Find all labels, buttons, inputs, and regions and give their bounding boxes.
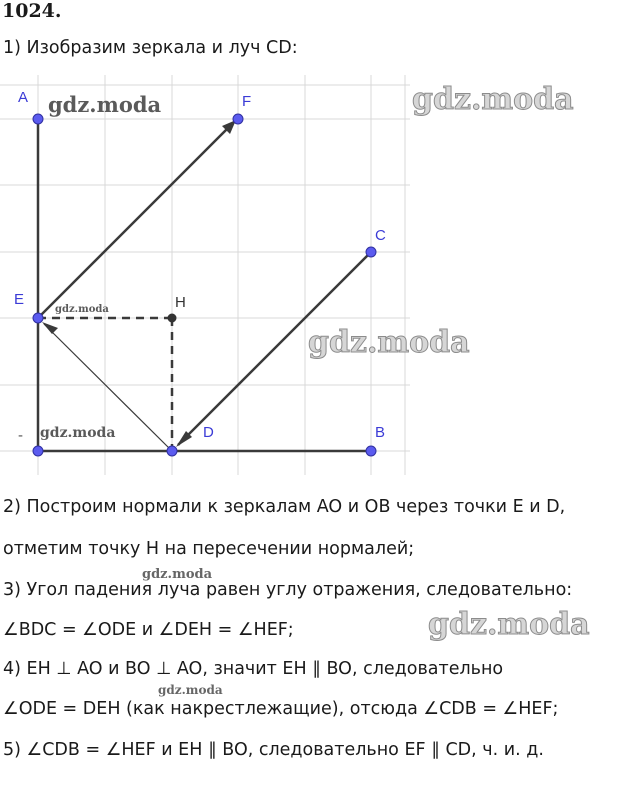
point-a <box>33 114 43 124</box>
point-labels <box>14 89 386 444</box>
label-e: E <box>14 291 25 308</box>
label-c: C <box>375 227 386 244</box>
step-2-line-1: 2) Построим нормали к зеркалам AO и OB через точки E и D, <box>3 497 566 517</box>
points <box>33 114 376 456</box>
label-b: B <box>375 424 386 441</box>
watermarks <box>40 82 590 697</box>
point-c <box>366 247 376 257</box>
step-1-text: 1) Изобразим зеркала и луч CD: <box>3 38 298 58</box>
point-b <box>366 446 376 456</box>
step-4-line-1: 4) EH ⊥ AO и BO ⊥ AO, значит EH ∥ BO, следовательно <box>3 659 504 679</box>
point-d <box>167 446 177 456</box>
point-o <box>33 446 43 456</box>
watermark: gdz.moda <box>308 325 470 360</box>
problem-number: 1024. <box>2 0 62 22</box>
label-d: D <box>203 424 214 441</box>
point-h <box>168 314 176 322</box>
point-e <box>33 313 43 323</box>
step-3-line-2: ∠BDC = ∠ODE и ∠DEH = ∠HEF; <box>3 620 294 640</box>
step-3-line-1: 3) Угол падения луча равен углу отражения, следовательно: <box>3 580 573 600</box>
watermark: gdz.moda <box>48 92 162 117</box>
watermark: gdz.moda <box>142 567 213 582</box>
watermark: gdz.moda <box>158 683 223 697</box>
label-h: H <box>175 294 186 311</box>
watermark: gdz.moda <box>412 82 574 117</box>
step-5-line: 5) ∠CDB = ∠HEF и EH ∥ BO, следовательно EF ∥ CD, ч. и. д. <box>3 740 544 760</box>
label-f: F <box>242 93 252 110</box>
watermark: gdz.moda <box>40 425 116 441</box>
label-o: - <box>18 427 23 444</box>
step-4-line-2: ∠ODE = DEH (как накрестлежащие), отсюда ∠CDB = ∠HEF; <box>3 699 559 719</box>
watermark: gdz.moda <box>428 607 590 642</box>
point-f <box>233 114 243 124</box>
ray-ef <box>38 123 233 318</box>
segments <box>38 119 371 451</box>
arrow-e-head <box>42 322 58 334</box>
step-2-line-2: отметим точку H на пересечении нормалей; <box>3 539 415 559</box>
watermark: gdz.moda <box>55 304 109 315</box>
label-a: A <box>18 89 29 106</box>
